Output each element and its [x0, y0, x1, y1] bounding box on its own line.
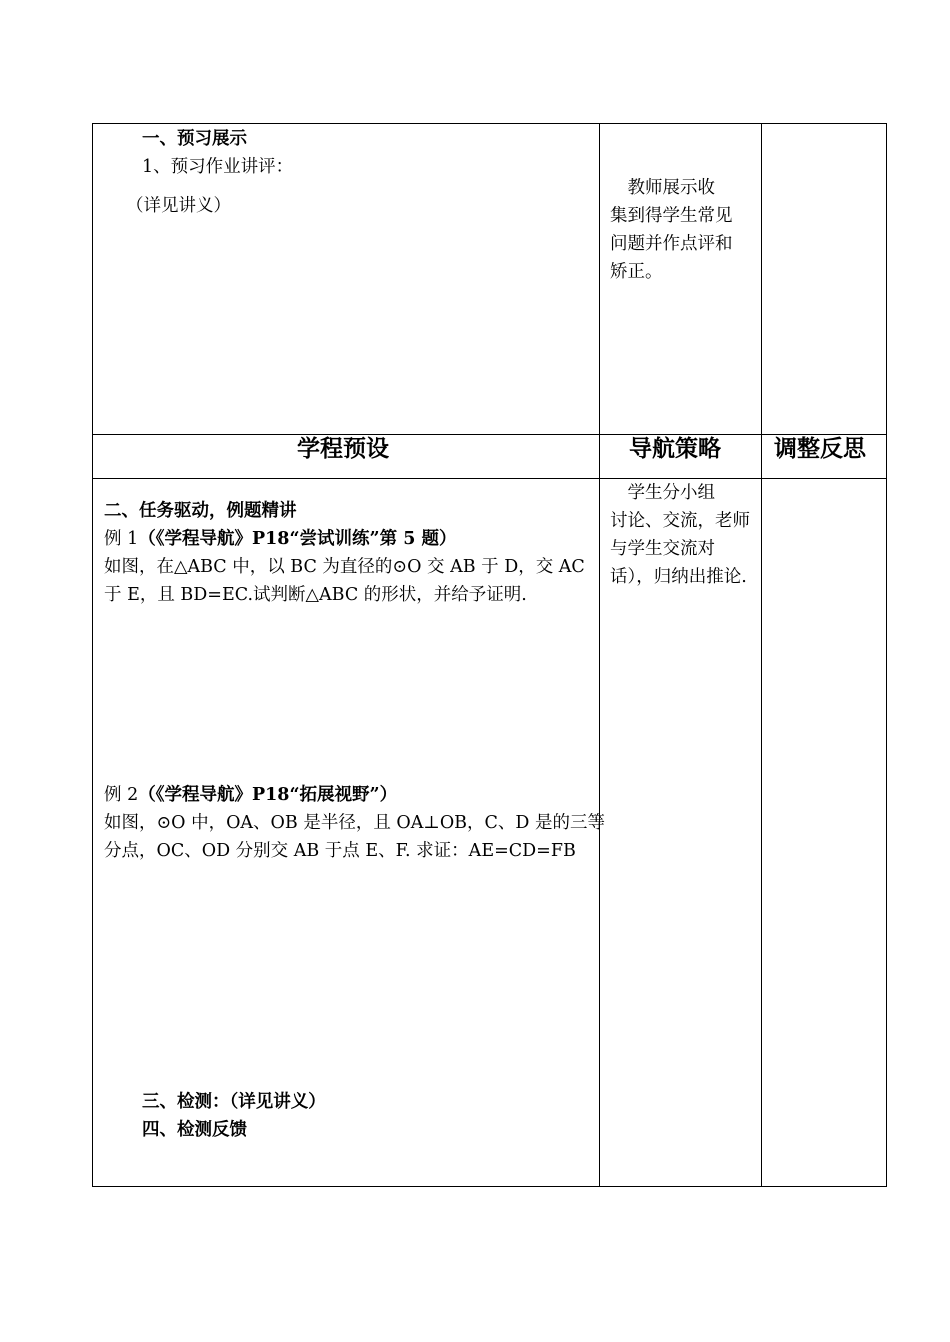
example-1-source: （《学程导航》P18“尝试训练”第 5 题） — [138, 529, 457, 549]
example-2-label: 例 2 — [104, 785, 139, 805]
section-heading-preview: 一、预习展示 — [142, 129, 247, 149]
row-divider-1 — [92, 434, 887, 435]
strategy-line: 与学生交流对 — [610, 539, 715, 559]
example-1-label: 例 1 — [104, 529, 139, 549]
header-adjustment-reflection: 调整反思 — [774, 436, 866, 462]
strategy-line: 教师展示收 — [610, 178, 715, 198]
example-2-title — [104, 785, 397, 805]
example-1-text: 如图，在△ABC 中，以 BC 为直径的⊙O 交 AB 于 D，交 AC — [104, 557, 585, 577]
strategy-line: 问题并作点评和 — [610, 234, 733, 254]
strategy-line: 讨论、交流，老师 — [610, 511, 750, 531]
see-handout-note: （详见讲义） — [126, 196, 231, 216]
example-2-source: （《学程导航》P18“拓展视野”） — [138, 785, 398, 805]
section-heading-feedback: 四、检测反馈 — [142, 1120, 247, 1140]
section-heading-examples: 二、任务驱动，例题精讲 — [104, 501, 297, 521]
homework-review-item: 1、预习作业讲评： — [142, 157, 294, 177]
preview-cell — [92, 123, 599, 434]
reflection-cell — [762, 479, 887, 1187]
example-2-text: 如图，⊙O 中，OA、OB 是半径，且 OA⊥OB，C、D 是的三等 — [104, 813, 606, 833]
strategy-line: 话），归纳出推论. — [610, 567, 747, 587]
strategy-line: 矫正。 — [610, 262, 663, 282]
section-heading-test: 三、检测：（详见讲义） — [142, 1092, 326, 1112]
example-1-text: 于 E，且 BD=EC.试判断△ABC 的形状，并给予证明. — [104, 585, 527, 605]
header-lesson-design: 学程预设 — [297, 436, 389, 462]
lesson-plan-table — [92, 123, 887, 1187]
header-guidance-strategy: 导航策略 — [629, 436, 721, 462]
strategy-line: 集到得学生常见 — [610, 206, 733, 226]
example-2-text: 分点，OC、OD 分别交 AB 于点 E、F. 求证：AE=CD=FB — [104, 841, 576, 861]
strategy-line: 学生分小组 — [610, 483, 715, 503]
example-1-title — [104, 529, 456, 549]
preview-strategy-cell — [600, 123, 761, 434]
examples-strategy-cell — [600, 479, 761, 1187]
examples-cell — [92, 479, 606, 1187]
